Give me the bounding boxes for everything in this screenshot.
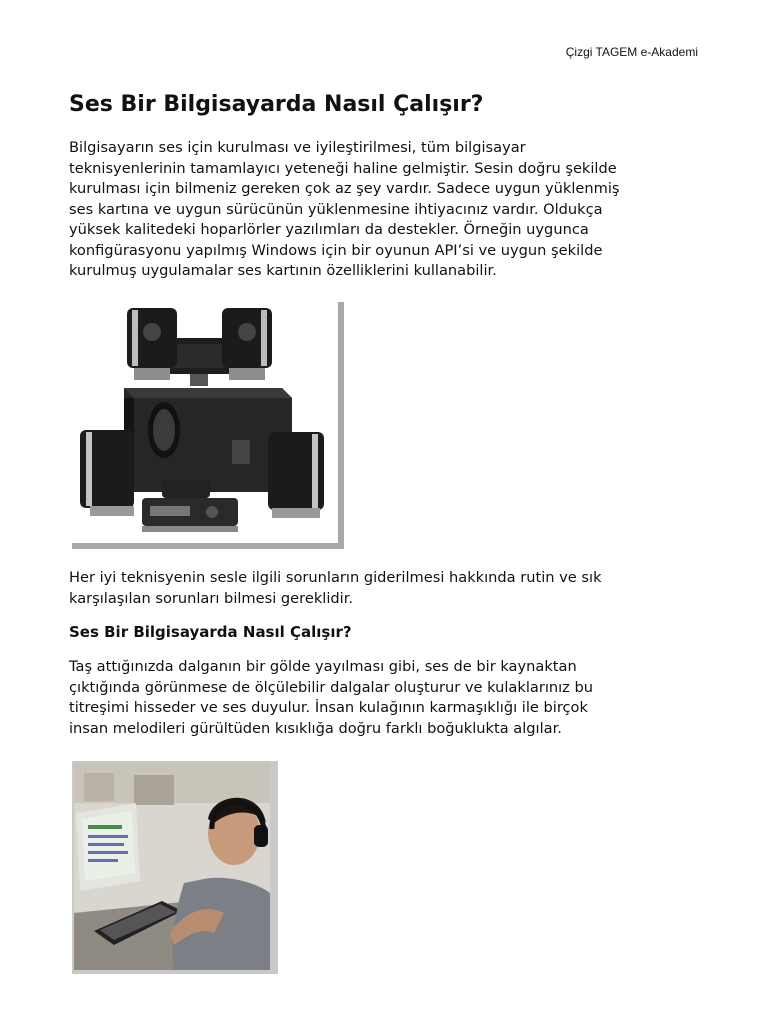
intro-line: Bilgisayarın ses için kurulması ve iyileştirilmesi, tüm bilgisayar: [69, 139, 526, 156]
middle-line: Her iyi teknisyenin sesle ilgili sorunların giderilmesi hakkında rutin ve sık: [69, 569, 602, 586]
section-subtitle: Ses Bir Bilgisayarda Nasıl Çalışır?: [69, 623, 352, 641]
speaker-system-image: [72, 302, 344, 549]
intro-paragraph: [69, 138, 709, 282]
headphones-computer-photo: [72, 761, 278, 974]
intro-line: yüksek kalitedeki hoparlörler yazılımları da destekler. Örneğin uygunca: [69, 221, 589, 238]
middle-paragraph: [69, 568, 709, 609]
last-line: titreşimi hisseder ve ses duyulur. İnsan kulağının karmaşıklığı ile birçok: [69, 699, 588, 716]
header-brand: Çizgi TAGEM e-Akademi: [565, 45, 698, 59]
last-paragraph: [69, 657, 709, 739]
intro-line: konfigürasyonu yapılmış Windows için bir oyunun API’si ve uygun şekilde: [69, 241, 603, 259]
intro-line: kurulmuş uygulamalar ses kartının özelliklerini kullanabilir.: [69, 262, 497, 279]
intro-line: kurulması için bilmeniz gereken çok az şey vardır. Sadece uygun yüklenmiş: [69, 180, 620, 197]
intro-line: ses kartına ve uygun sürücünün yüklenmesine ihtiyacınız vardır. Oldukça: [69, 200, 603, 218]
page-title: Ses Bir Bilgisayarda Nasıl Çalışır?: [69, 92, 484, 117]
last-line: insan melodileri gürültüden kısıklığa doğru farklı boğuklukta algılar.: [69, 719, 562, 737]
intro-line: teknisyenlerinin tamamlayıcı yeteneği haline gelmiştir. Sesin doğru şekilde: [69, 159, 617, 177]
last-line: çıktığında görünmese de ölçülebilir dalgalar oluşturur ve kulaklarınız bu: [69, 678, 593, 696]
middle-line: karşılaşılan sorunları bilmesi gereklidir.: [69, 589, 354, 607]
last-line: Taş attığınızda dalganın bir gölde yayılması gibi, ses de bir kaynaktan: [69, 658, 577, 675]
